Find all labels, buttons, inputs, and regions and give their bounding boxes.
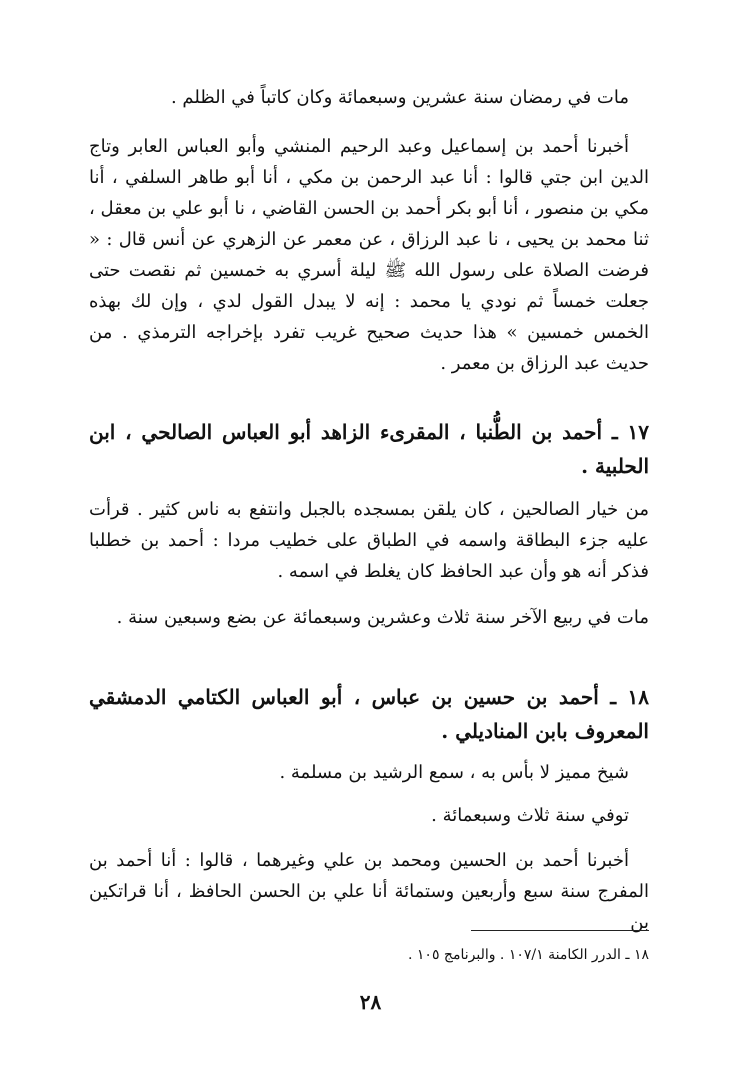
paragraph-entry-18-chain: أخبرنا أحمد بن الحسين ومحمد بن علي وغيرهما ، قالوا : أنا أحمد بن المفرج سنة سبع وأربعين وستمائة أنا علي بن الحسن الحافظ ، أنا قراتكين بن (89, 850, 649, 933)
paragraph-hadith-chain: أخبرنا أحمد بن إسماعيل وعبد الرحيم المنشي وأبو العباس العابر وتاج الدين ابن جتي قالوا : أنا عبد الرحمن بن مكي ، أنا أبو طاهر السلفي ، أنا مكي بن منصور ، أنا أبو بكر أحمد بن الحسن القاضي ، نا أبو علي بن معقل ، ثنا محمد بن يحيى ، نا عبد الرزاق ، عن معمر عن الزهري عن أنس قال : « فرضت الصلاة على رسول الله ﷺ ليلة أسري به خمسين ثم نقصت حتى جعلت خمساً ثم نودي يا محمد : إنه لا يبدل القول لدي ، وإن لك بهذه الخمس خمسين » هذا حديث صحيح غريب تفرد بإخراجه الترمذي . من حديث عبد الرزاق بن معمر . (89, 136, 649, 374)
paragraph-death-note: مات في رمضان سنة عشرين وسبعمائة وكان كاتباً في الظلم . (170, 87, 629, 108)
entry-heading-17: ١٧ ـ أحمد بن الطُّنبا ، المقرىء الزاهد أبو العباس الصالحي ، ابن الحلبية . (89, 420, 649, 478)
paragraph-entry-17-bio: من خيار الصالحين ، كان يلقن بمسجده بالجبل وانتفع به ناس كثير . قرأت عليه جزء البطاقة واسمه في الطباق على خطيب مردا : أحمد بن خطلبا فذكر أنه هو وأن عبد الحافظ كان يغلط في اسمه . (89, 499, 649, 582)
paragraph-entry-17-death: مات في ربيع الآخر سنة ثلاث وعشرين وسبعمائة عن بضع وسبعين سنة . (116, 607, 649, 628)
entry-heading-18: ١٨ ـ أحمد بن حسين بن عباس ، أبو العباس الكتامي الدمشقي المعروف بابن المناديلي . (89, 685, 649, 743)
page-number: ٢٨ (359, 990, 382, 1014)
paragraph-entry-18-death: توفي سنة ثلاث وسبعمائة . (431, 805, 629, 826)
paragraph-entry-18-bio: شيخ مميز لا بأس به ، سمع الرشيد بن مسلمة . (279, 762, 629, 783)
footnote: ١٨ ـ الدرر الكامنة ١٠٧/١ . والبرنامج ١٠٥ . (408, 947, 649, 963)
footnote-divider (471, 930, 649, 931)
